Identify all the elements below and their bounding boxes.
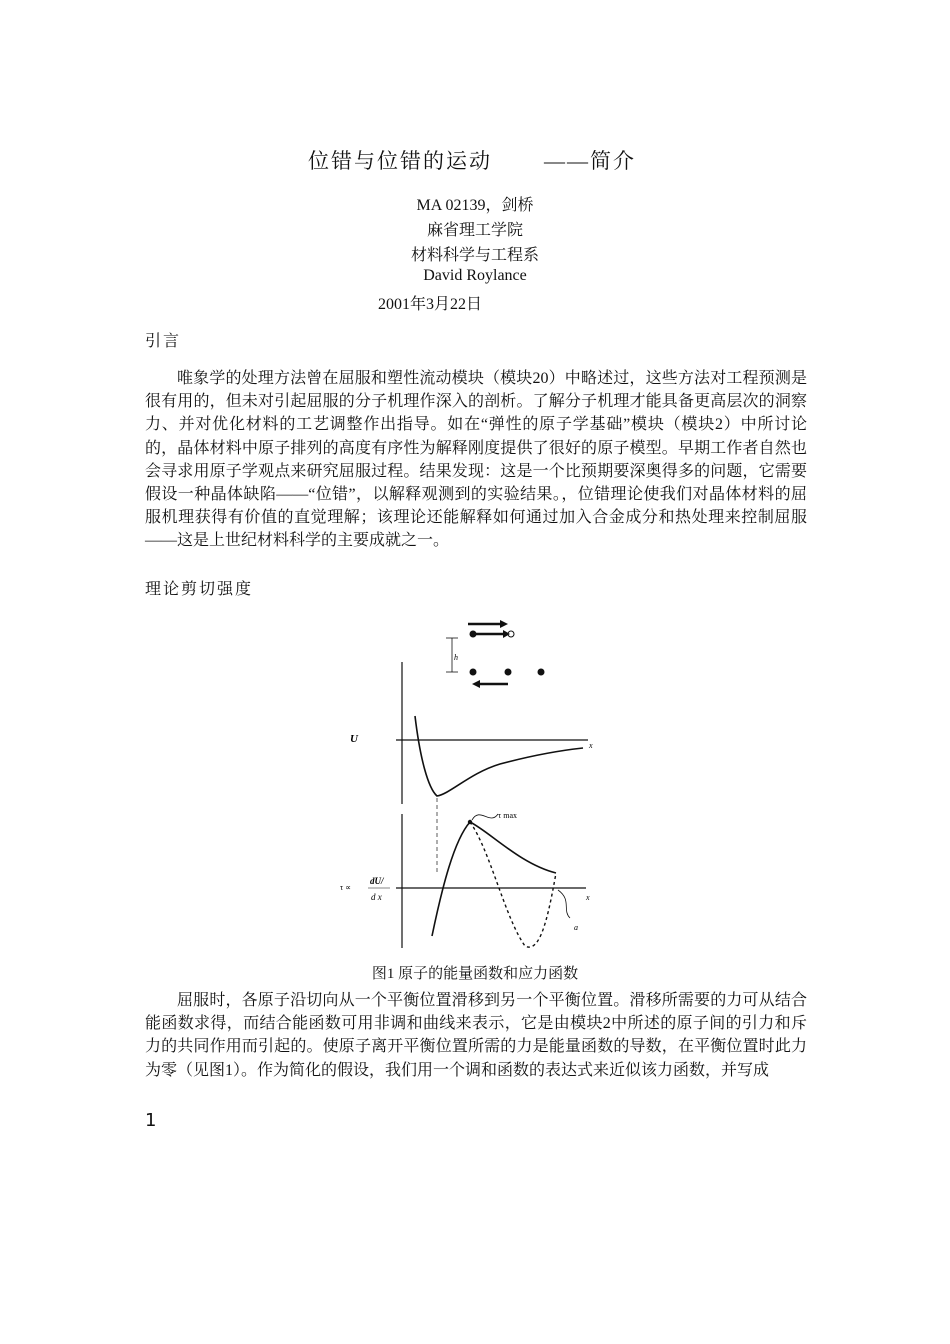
document-title [308, 145, 648, 175]
energy-plot [350, 662, 593, 873]
body-paragraph-text: 屈服时，各原子沿切向从一个平衡位置滑移到另一个平衡位置。滑移所需要的力可从结合能函数求得，而结合能函数可用非调和曲线来表示，它是由模块2中所述的原子间的引力和斥力的共同作用而引起的。使原子离开平衡位置所需的力是能量函数的导数，在平衡位置时此力为零（见图1）。作为简化的假设，我们用一个调和函数的表达式来近似该力函数，并写成 [145, 992, 807, 1079]
label-tau-max: τ max [498, 811, 517, 820]
label-h: h [454, 653, 458, 662]
author-name: David Roylance [423, 267, 527, 284]
label-U: U [350, 733, 358, 745]
label-tau-eq: τ ∝ [340, 883, 351, 892]
section-heading-intro: 引言 [145, 331, 182, 350]
affiliation-department: 材料科学与工程系 [410, 247, 539, 264]
title-suffix: ——简介 [544, 149, 636, 173]
stress-plot [340, 811, 590, 948]
document-date: 2001年3月22日 [378, 296, 483, 313]
label-x-bottom: x [586, 893, 590, 902]
intro-paragraph-text: 唯象学的处理方法曾在屈服和塑性流动模块（模块20）中略述过，这些方法对工程预测是很有用的，但未对引起屈服的分子机理作深入的剖析。了解分子机理才能具备更高层次的洞察力、并对优化材料的工艺调整作出指导。如在“弹性的原子学基础”模块（模块2）中所讨论的，晶体材料中原子排列的高度有序性为解释刚度提供了很好的原子模型。早期工作者自然也会寻求用原子学观点来研究屈服过程。结果发现：这是一个比预期要深奥得多的问题，它需要假设一种晶体缺陷——“位错”，以解释观测到的实验结果。，位错理论使我们对晶体材料的屈服机理获得有价值的直觉理解；该理论还能解释如何通过加入合金成分和热处理来控制屈服——这是上世纪材料科学的主要成就之一。 [145, 370, 807, 550]
title-main: 位错与位错的运动 [308, 149, 492, 173]
affiliation-location: MA 02139，剑桥 [416, 197, 534, 214]
label-dx: d x [371, 892, 382, 902]
figure-caption: 图1 原子的能量函数和应力函数 [371, 966, 579, 982]
affiliation-institute: 麻省理工学院 [426, 222, 523, 239]
label-a: a [574, 923, 578, 932]
label-x-top: x [589, 741, 593, 750]
page-number: 1 [145, 1110, 157, 1131]
label-dU: dU/ [370, 876, 384, 886]
atom-schematic [446, 620, 545, 688]
section-heading-shear-strength: 理论剪切强度 [145, 579, 254, 598]
figure-energy-stress [340, 618, 610, 958]
intro-paragraph [145, 367, 807, 553]
body-paragraph [145, 989, 807, 1082]
